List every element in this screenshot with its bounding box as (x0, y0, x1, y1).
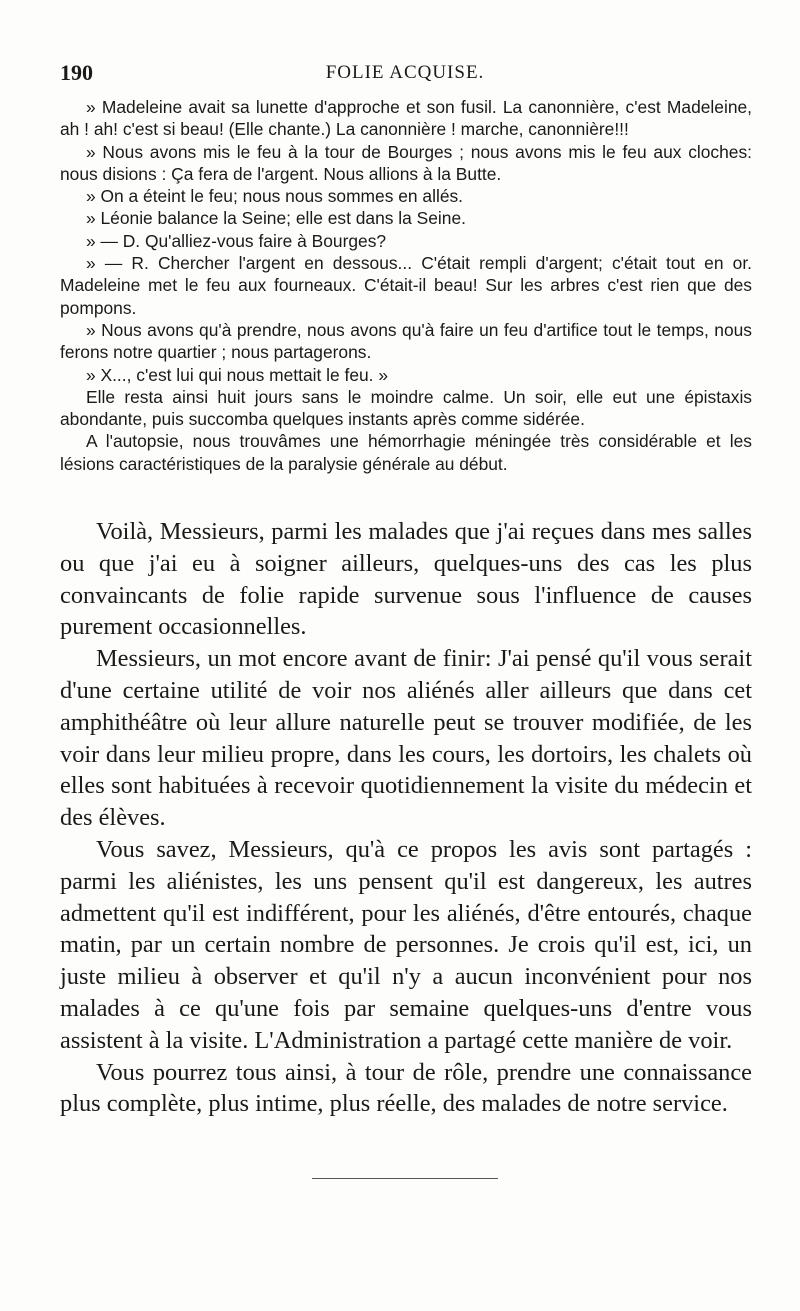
paragraph: A l'autopsie, nous trouvâmes une hémorrhagie méningée très considérable et les lésions caractéristiques de la paralysie générale au début. (60, 431, 752, 474)
paragraph: » On a éteint le feu; nous nous sommes en allés. (86, 186, 464, 207)
running-title: FOLIE ACQUISE. (325, 62, 485, 83)
paragraph: » — D. Qu'alliez-vous faire à Bourges? (86, 230, 387, 251)
paragraph: » Madeleine avait sa lunette d'approche et son fusil. La canonnière, c'est Madeleine, ah ! ah! c'est si beau! (Elle chante.) La canonnière ! marche, canonnière!!! (60, 97, 752, 140)
paragraph: » — R. Chercher l'argent en dessous... C'était rempli d'argent; c'était tout en or. Madeleine met le feu aux fourneaux. C'était-il beau! Sur les arbres c'est rien que des pompons. (60, 253, 752, 318)
page-header (60, 60, 750, 90)
paragraph: Vous savez, Messieurs, qu'à ce propos les avis sont partagés : parmi les aliénistes, les uns pensent qu'il est dangereux, les autres admettent qu'il est indifférent, pour les aliénés, d'être entourés, chaque matin, par un certain nombre de personnes. Je crois qu'il est, ici, un juste milieu à observer et qu'il n'y a aucun inconvénient pour nos malades à ce qu'une fois par semaine quelques-uns d'entre vous assistent à la visite. L'Administration a partagé cette manière de voir. (60, 835, 752, 1054)
page-number: 190 (60, 60, 93, 85)
paragraph: Voilà, Messieurs, parmi les malades que j'ai reçues dans mes salles ou que j'ai eu à soigner ailleurs, quelques-uns des cas les plus convaincants de folie rapide survenue sous l'influence de causes purement occasionnelles. (60, 518, 752, 641)
paragraph: » Léonie balance la Seine; elle est dans la Seine. (86, 208, 466, 229)
paragraph: » X..., c'est lui qui nous mettait le feu. » (86, 364, 389, 385)
paragraph: Messieurs, un mot encore avant de finir: J'ai pensé qu'il vous serait d'une certaine utilité de voir nos aliénés aller ailleurs que dans cet amphithéâtre où leur allure naturelle peut se trouver modifiée, de les voir dans leur milieu propre, dans les cours, les dortoirs, les chalets où elles sont habituées à recevoir quotidiennement la visite du médecin et des élèves. (60, 645, 752, 832)
paragraph: Vous pourrez tous ainsi, à tour de rôle, prendre une connaissance plus complète, plus intime, plus réelle, des malades de notre service. (60, 1058, 752, 1118)
case-report-text (60, 96, 752, 475)
paragraph: » Nous avons qu'à prendre, nous avons qu'à faire un feu d'artifice tout le temps, nous ferons notre quartier ; nous partagerons. (60, 319, 752, 363)
paragraph: » Nous avons mis le feu à la tour de Bourges ; nous avons mis le feu aux cloches: nous disions : Ça fera de l'argent. Nous allions à la Butte. (60, 141, 752, 184)
lecture-text (60, 516, 752, 1120)
paragraph: Elle resta ainsi huit jours sans le moindre calme. Un soir, elle eut une épistaxis abondante, puis succomba quelques instants après comme sidérée. (60, 386, 752, 430)
section-divider (312, 1178, 498, 1179)
